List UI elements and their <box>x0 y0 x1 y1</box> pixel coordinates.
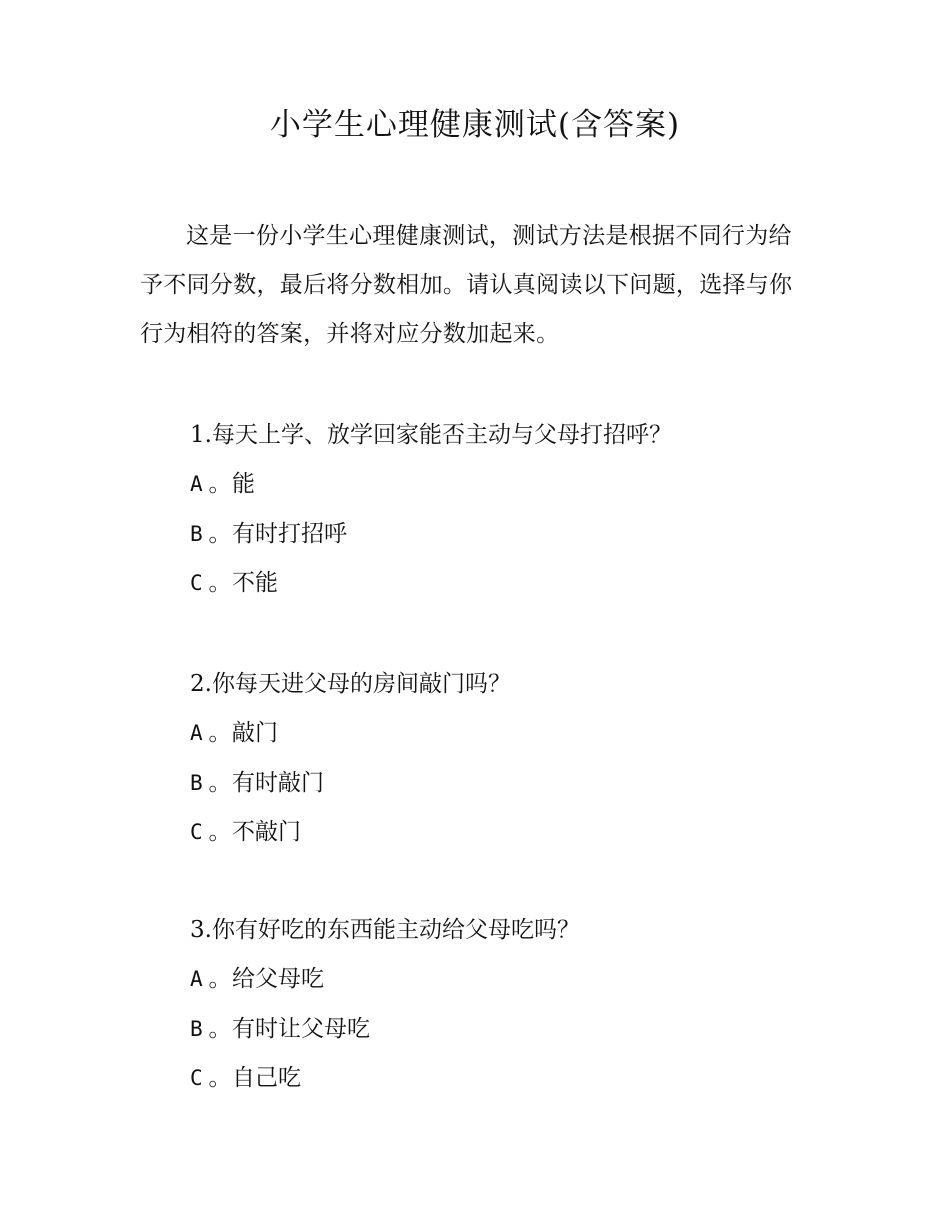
option-separator: 。 <box>208 720 232 746</box>
option-letter: A <box>190 967 203 991</box>
option-c <box>190 559 830 609</box>
question-text: 1.每天上学、放学回家能否主动与父母打招呼？ <box>190 422 672 448</box>
option-text: 不敲门 <box>232 819 301 845</box>
option-separator: 。 <box>208 769 232 796</box>
option-text: 能 <box>232 471 255 497</box>
option-text: 有时让父母吃 <box>232 1015 370 1042</box>
option-letter: A <box>190 472 203 496</box>
question-2 <box>190 660 830 858</box>
option-separator: 。 <box>208 966 232 992</box>
option-a <box>190 460 830 510</box>
option-letter: C <box>190 820 203 844</box>
option-letter: B <box>190 770 203 795</box>
option-b <box>190 759 830 809</box>
option-letter: C <box>190 1066 203 1090</box>
option-separator: 。 <box>208 471 232 497</box>
option-separator: 。 <box>208 1065 232 1091</box>
option-b <box>190 510 830 560</box>
option-letter: C <box>190 571 203 595</box>
option-c <box>190 808 830 858</box>
option-c <box>190 1054 830 1104</box>
option-b <box>190 1005 830 1055</box>
option-a <box>190 955 830 1005</box>
option-text: 有时打招呼 <box>232 520 347 547</box>
option-separator: 。 <box>208 1015 232 1042</box>
option-separator: 。 <box>208 819 232 845</box>
question-1 <box>190 411 830 609</box>
question-text: 3.你有好吃的东西能主动给父母吃吗？ <box>190 917 580 943</box>
option-letter: B <box>190 1016 203 1041</box>
document-title: 小学生心理健康测试(含答案) <box>269 107 681 143</box>
option-text: 有时敲门 <box>232 769 324 796</box>
option-text: 给父母吃 <box>232 966 324 992</box>
option-letter: A <box>190 721 203 745</box>
option-separator: 。 <box>208 570 232 596</box>
option-text: 敲门 <box>232 720 278 746</box>
option-text: 不能 <box>232 570 278 596</box>
question-3 <box>190 906 830 1104</box>
option-letter: B <box>190 521 203 546</box>
option-separator: 。 <box>208 520 232 547</box>
intro-paragraph: 这是一份小学生心理健康测试，测试方法是根据不同行为给予不同分数，最后将分数相加。请认真阅读以下问题，选择与你行为相符的答案，并将对应分数加起来。 <box>140 223 793 347</box>
option-text: 自己吃 <box>232 1065 301 1091</box>
option-a <box>190 709 830 759</box>
question-text: 2.你每天进父母的房间敲门吗？ <box>190 671 511 697</box>
